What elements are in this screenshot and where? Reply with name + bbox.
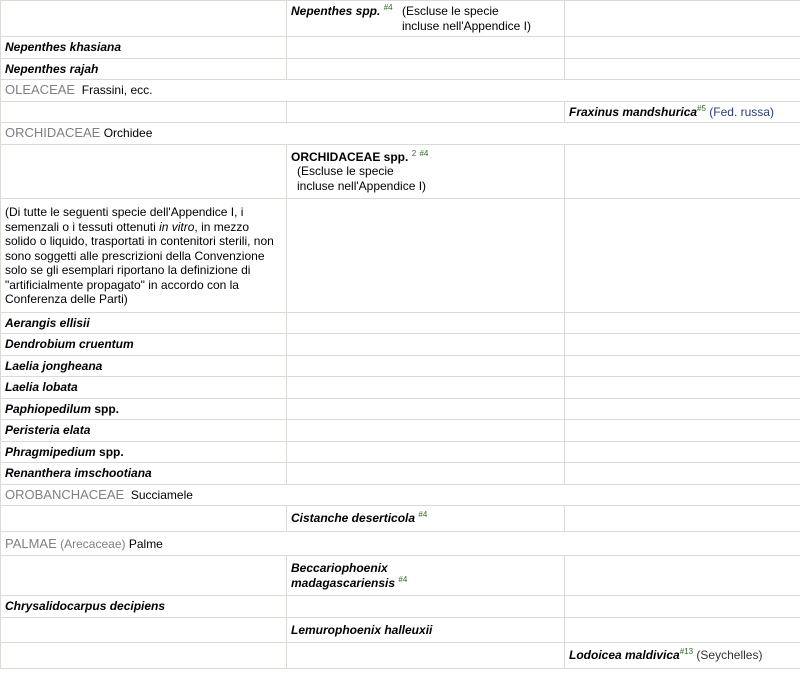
species-suffix: spp.: [95, 444, 124, 459]
species-name: Renanthera imschootiana: [5, 466, 152, 480]
family-row: [1, 484, 800, 506]
species-name: Cistanche deserticola: [291, 511, 416, 525]
appendix-i-cell: [1, 441, 287, 463]
table-row: [1, 37, 800, 59]
note-line-1: (Escluse le specie: [401, 4, 499, 18]
appendix-ii-cell: [287, 506, 565, 532]
appendix-iii-cell: [565, 355, 800, 377]
family-row: [1, 80, 800, 102]
country-label: (Fed. russa): [709, 104, 774, 119]
annotation-ref: #4: [383, 3, 393, 12]
appendix-ii-cell: [287, 596, 565, 618]
appendix-i-cell: [1, 101, 287, 123]
appendix-iii-cell: [565, 101, 800, 123]
appendix-iii-cell: [565, 312, 800, 334]
species-name: Chrysalidocarpus decipiens: [5, 599, 166, 613]
species-name: Laelia lobata: [5, 380, 78, 394]
note-text-italic: in vitro: [159, 219, 195, 234]
species-name: Fraxinus mandshurica: [569, 104, 698, 119]
appendix-ii-cell: [287, 420, 565, 442]
table-row: [1, 506, 800, 532]
appendix-i-cell: [1, 58, 287, 80]
appendix-iii-cell: [565, 506, 800, 532]
species-name: Phragmipedium: [5, 444, 96, 459]
family-common-name: Palme: [128, 536, 163, 551]
species-name: Paphiopedilum: [5, 401, 92, 416]
species-name-line-2: madagascariensis: [291, 575, 396, 590]
appendix-i-cell: [1, 463, 287, 485]
appendix-iii-cell: [565, 596, 800, 618]
table-row: [1, 596, 800, 618]
table-row: [1, 617, 800, 643]
family-name: PALMAE: [5, 535, 57, 551]
annotation-ref: #13: [679, 647, 694, 656]
annotation-ref: #5: [697, 103, 706, 113]
appendix-ii-cell: [287, 398, 565, 420]
family-cell: [1, 123, 800, 145]
appendix-i-cell: [1, 355, 287, 377]
appendix-ii-cell: [287, 144, 565, 199]
appendix-iii-cell: [565, 556, 800, 596]
appendix-ii-cell: [287, 556, 565, 596]
table-row: [1, 441, 800, 463]
species-name-line-1: Beccariophoenix: [291, 561, 388, 575]
appendix-i-cell: [1, 506, 287, 532]
appendix-i-cell: [1, 420, 287, 442]
appendix-iii-cell: [565, 37, 800, 59]
appendix-ii-cell: [287, 58, 565, 80]
appendix-i-cell: [1, 556, 287, 596]
family-name: ORCHIDACEAE: [5, 125, 101, 140]
appendix-i-cell: [1, 617, 287, 643]
species-name: Dendrobium cruentum: [5, 337, 134, 351]
appendix-ii-cell: [287, 377, 565, 399]
exclusion-note: [402, 4, 531, 33]
appendix-i-cell: [1, 596, 287, 618]
appendix-iii-cell: [565, 463, 800, 485]
appendix-iii-cell: [565, 377, 800, 399]
family-cell: [1, 484, 800, 506]
exclusion-note: [297, 164, 426, 193]
appendix-iii-cell: [565, 617, 800, 643]
family-name: OLEACEAE: [5, 82, 76, 97]
orchid-propagation-note: [1, 199, 287, 313]
table-row: [1, 420, 800, 442]
annotation-ref: #4: [398, 574, 408, 584]
species-name: Laelia jongheana: [5, 358, 103, 373]
appendix-iii-cell: [565, 420, 800, 442]
note-text-part-1: (Di tutte le seguenti specie dell'Appendice I, i semenzali o i tessuti ottenuti: [5, 205, 244, 234]
country-label: (Seychelles): [696, 648, 763, 662]
appendix-ii-cell: [287, 463, 565, 485]
table-row: [1, 556, 800, 596]
appendix-ii-cell: [287, 617, 565, 643]
appendix-ii-cell: [287, 334, 565, 356]
species-name: Peristeria elata: [5, 423, 91, 437]
note-line-1: (Escluse le specie: [297, 164, 394, 178]
species-name: Nepenthes khasiana: [5, 40, 122, 54]
table-row: [1, 334, 800, 356]
appendix-i-cell: [1, 398, 287, 420]
appendix-iii-cell: [565, 144, 800, 199]
appendix-ii-cell: [287, 1, 565, 37]
note-line-2: incluse nell'Appendice I): [297, 178, 427, 193]
appendix-ii-cell: [287, 37, 565, 59]
footnote-ref: 2: [411, 148, 417, 158]
species-suffix: spp.: [91, 401, 120, 416]
species-name: Aerangis ellisii: [5, 315, 90, 330]
table-row: [1, 101, 800, 123]
appendix-ii-cell: [287, 441, 565, 463]
appendix-iii-cell: [565, 58, 800, 80]
species-name: Nepenthes rajah: [5, 61, 99, 76]
table-row: [1, 355, 800, 377]
table-row: [1, 144, 800, 199]
family-cell: [1, 80, 800, 102]
appendix-iii-cell: [565, 199, 800, 313]
appendix-i-cell: [1, 334, 287, 356]
appendix-i-cell: [1, 377, 287, 399]
table-row: [1, 398, 800, 420]
appendix-i-cell: [1, 37, 287, 59]
annotation-ref: #4: [419, 148, 429, 158]
note-text-part-2: , in mezzo solido o liquido, trasportati in contenitori sterili, non sono soggetti alle prescrizioni della Convenzione solo se gli esemplari riportano la definizione di "artificialmente propagato" in accordo con la Conferenza delle Parti): [5, 219, 274, 306]
family-cell: [1, 531, 800, 556]
table-row: [1, 643, 800, 669]
family-common-name: Succiamele: [130, 487, 193, 502]
family-row: [1, 123, 800, 145]
appendix-ii-cell: [287, 101, 565, 123]
species-name: Lodoicea maldivica: [569, 648, 680, 662]
table-row: [1, 463, 800, 485]
appendix-iii-cell: [565, 334, 800, 356]
table-row: [1, 377, 800, 399]
table-row: [1, 312, 800, 334]
appendix-i-cell: [1, 144, 287, 199]
species-name: ORCHIDACEAE spp.: [291, 149, 409, 164]
table-row: [1, 199, 800, 313]
family-name: OROBANCHACEAE: [5, 486, 125, 502]
note-line-2: incluse nell'Appendice I): [401, 18, 531, 33]
appendix-iii-cell: [565, 1, 800, 37]
family-common-name: Orchidee: [103, 126, 153, 140]
species-name: Nepenthes spp.: [291, 4, 381, 18]
appendix-iii-cell: [565, 398, 800, 420]
appendix-ii-cell: [287, 312, 565, 334]
appendix-i-cell: [1, 1, 287, 37]
species-name: Lemurophoenix halleuxii: [291, 622, 433, 637]
family-row: [1, 531, 800, 556]
appendix-ii-cell: [287, 355, 565, 377]
appendix-iii-cell: [565, 643, 800, 669]
appendix-i-cell: [1, 312, 287, 334]
appendix-i-cell: [1, 643, 287, 669]
family-common-name: Frassini, ecc.: [81, 83, 153, 97]
family-alt-name: (Arecaceae): [60, 536, 126, 551]
appendix-iii-cell: [565, 441, 800, 463]
annotation-ref: #4: [418, 510, 428, 519]
table-row: [1, 1, 800, 37]
appendix-ii-cell: [287, 199, 565, 313]
table-row: [1, 58, 800, 80]
appendix-ii-cell: [287, 643, 565, 669]
